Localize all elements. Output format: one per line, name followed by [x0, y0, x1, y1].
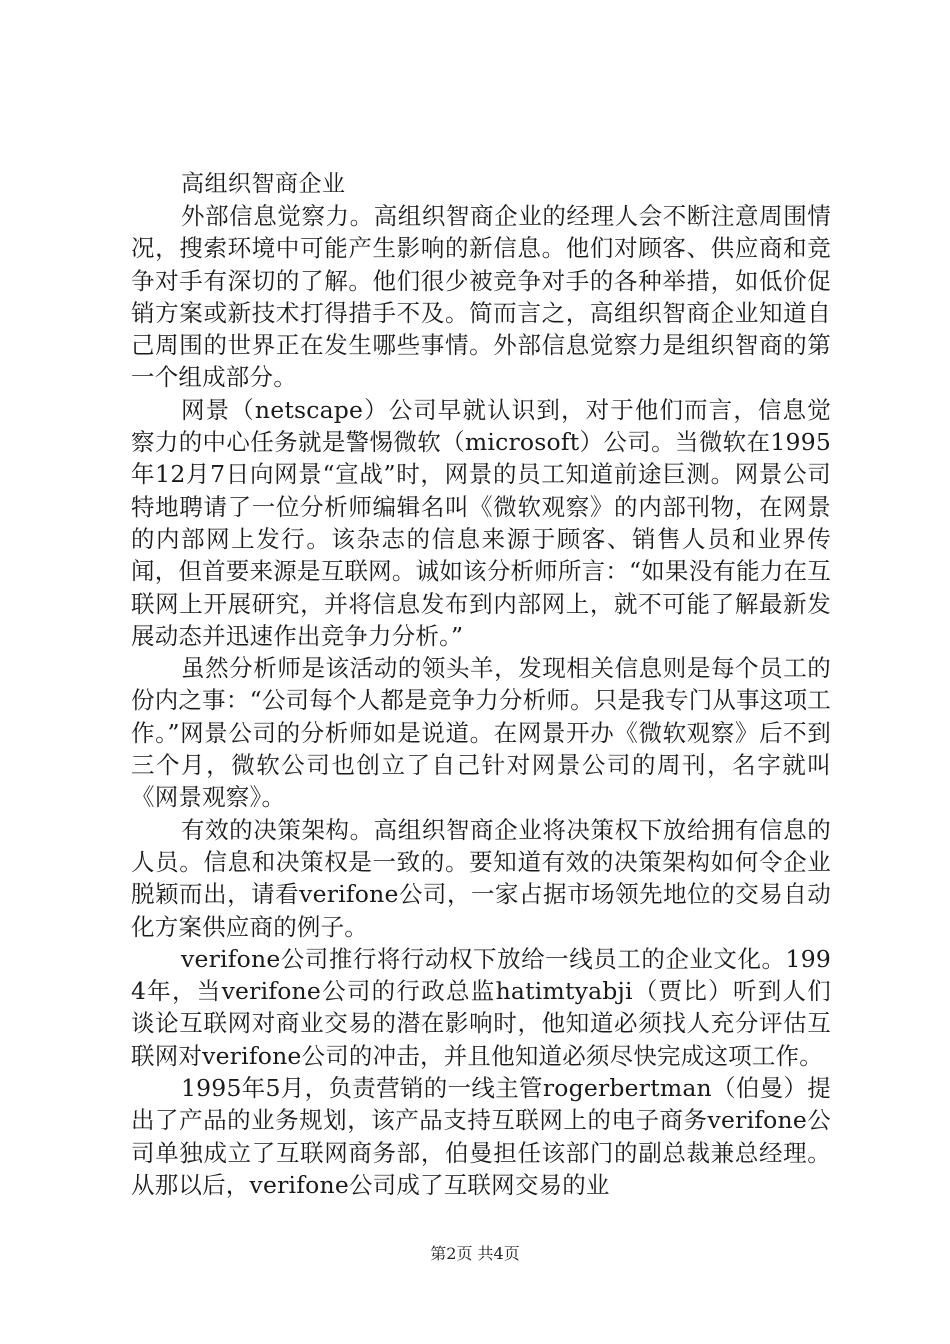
paragraph-external-awareness: 外部信息觉察力。高组织智商企业的经理人会不断注意周围情况，搜索环境中可能产生影响的新信息。他们对顾客、供应商和竞争对手有深切的了解。他们很少被竞争对手的各种举措，如低价促销方案或新技术打得措手不及。简而言之，高组织智商企业知道自己周围的世界正在发生哪些事情。外部信息觉察力是组织智商的第一个组成部分。 — [131, 202, 831, 392]
paragraph-verifone-culture: verifone公司推行将行动权下放给一线员工的企业文化。1994年，当verifone公司的行政总监hatimtyabji（贾比）听到人们谈论互联网对商业交易的潜在影响时，他知道必须找人充分评估互联网对verifone公司的冲击，并且他知道必须尽快完成这项工作。 — [131, 944, 831, 1070]
paragraph-netscape: 网景（netscape）公司早就认识到，对于他们而言，信息觉察力的中心任务就是警惕微软（microsoft）公司。当微软在1995年12月7日向网景“宣战”时，网景的员工知道前途巨测。网景公司特地聘请了一位分析师编辑名叫《微软观察》的内部刊物，在网景的内部网上发行。该杂志的信息来源于顾客、销售人员和业界传闻，但首要来源是互联网。诚如该分析师所言：“如果没有能力在互联网上开展研究，并将信息发布到内部网上，就不可能了解最新发展动态并迅速作出竞争力分析。” — [131, 395, 831, 650]
paragraph-decision-architecture: 有效的决策架构。高组织智商企业将决策权下放给拥有信息的人员。信息和决策权是一致的。要知道有效的决策架构如何令企业脱颖而出，请看verifone公司，一家占据市场领先地位的交易自动化方案供应商的例子。 — [131, 815, 831, 941]
document-body — [131, 168, 831, 1201]
paragraph-verifone-1995: 1995年5月，负责营销的一线主管rogerbertman（伯曼）提出了产品的业务规划，该产品支持互联网上的电子商务verifone公司单独成立了互联网商务部，伯曼担任该部门的副总裁兼总经理。从那以后，verifone公司成了互联网交易的业 — [131, 1074, 831, 1199]
page-footer: 第2页 共4页 — [430, 1244, 520, 1263]
section-heading: 高组织智商企业 — [181, 171, 346, 197]
paragraph-analyst: 虽然分析师是该活动的领头羊，发现相关信息则是每个员工的份内之事：“公司每个人都是竞争力分析师。只是我专门从事这项工作。”网景公司的分析师如是说道。在网景开办《微软观察》后不到三个月，微软公司也创立了自己针对网景公司的周刊，名字就叫《网景观察》。 — [131, 654, 831, 812]
